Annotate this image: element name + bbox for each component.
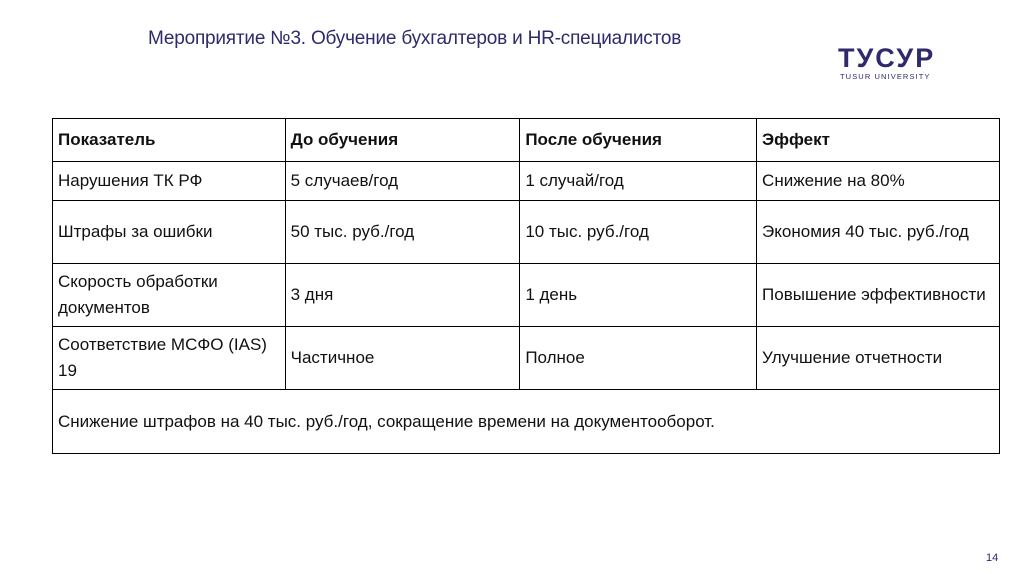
tusur-logo <box>838 44 958 84</box>
table-cell: Штрафы за ошибки <box>53 201 286 264</box>
header-effect: Эффект <box>757 119 1000 162</box>
logo-text: ТУСУР <box>838 43 936 73</box>
header-indicator: Показатель <box>53 119 286 162</box>
table-cell: 1 случай/год <box>520 162 757 201</box>
table-cell: Полное <box>520 327 757 390</box>
header-after: После обучения <box>520 119 757 162</box>
table-cell: 10 тыс. руб./год <box>520 201 757 264</box>
table-cell: Нарушения ТК РФ <box>53 162 286 201</box>
table-header-row <box>53 119 1000 162</box>
slide-title: Мероприятие №3. Обучение бухгалтеров и HR-специалистов <box>148 28 682 49</box>
table-cell: Скорость обработки документов <box>53 264 286 327</box>
table-row <box>53 327 1000 390</box>
table-row <box>53 264 1000 327</box>
table-cell: Соответствие МСФО (IAS) 19 <box>53 327 286 390</box>
page-number: 14 <box>986 552 999 564</box>
table-cell: Улучшение отчетности <box>757 327 1000 390</box>
table-row <box>53 162 1000 201</box>
header-before: До обучения <box>285 119 520 162</box>
table-cell: Снижение на 80% <box>757 162 1000 201</box>
table-cell: 1 день <box>520 264 757 327</box>
table-cell: Экономия 40 тыс. руб./год <box>757 201 1000 264</box>
table-cell: 50 тыс. руб./год <box>285 201 520 264</box>
table-cell: Повышение эффективности <box>757 264 1000 327</box>
summary-cell: Снижение штрафов на 40 тыс. руб./год, сокращение времени на документооборот. <box>53 390 1000 454</box>
table-row <box>53 201 1000 264</box>
summary-row <box>53 390 1000 454</box>
table-cell: 3 дня <box>285 264 520 327</box>
comparison-table <box>52 118 1000 454</box>
table-cell: Частичное <box>285 327 520 390</box>
table-cell: 5 случаев/год <box>285 162 520 201</box>
logo-subtitle: TUSUR UNIVERSITY <box>840 72 931 81</box>
